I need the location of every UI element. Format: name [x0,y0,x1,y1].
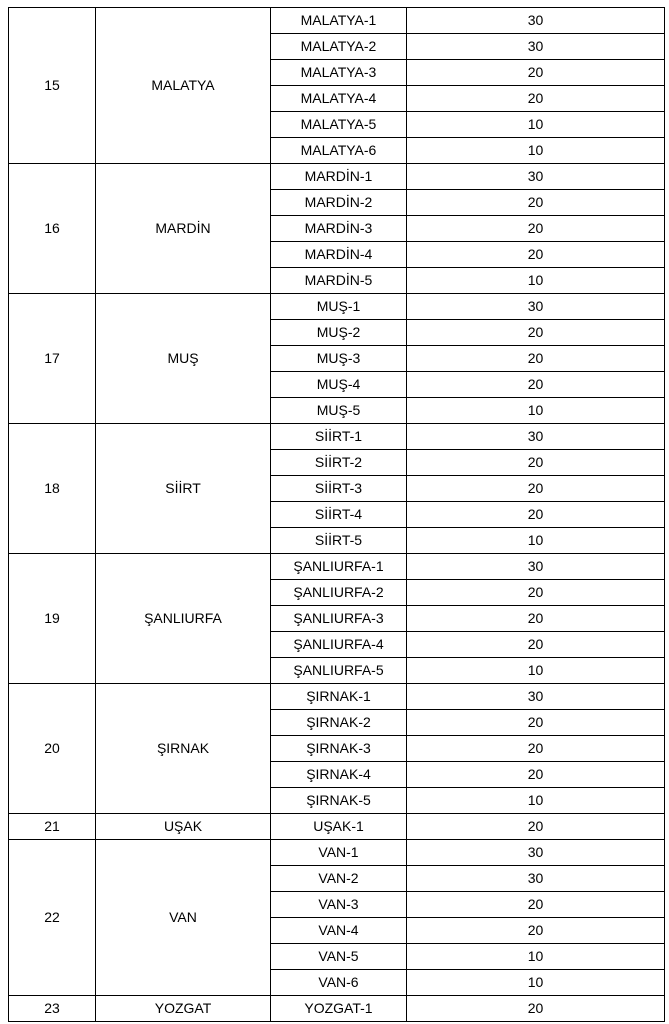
count-cell: 10 [407,788,665,814]
count-cell: 20 [407,242,665,268]
count-cell: 30 [407,8,665,34]
count-cell: 20 [407,502,665,528]
province-cell: VAN [96,840,271,996]
unit-cell: SİİRT-2 [271,450,407,476]
unit-cell: MUŞ-4 [271,372,407,398]
row-number-cell: 21 [9,814,96,840]
table-row [9,840,665,866]
table-body [9,8,665,1022]
row-number-cell: 18 [9,424,96,554]
province-cell: UŞAK [96,814,271,840]
count-cell: 20 [407,710,665,736]
unit-cell: MUŞ-1 [271,294,407,320]
province-cell: MALATYA [96,8,271,164]
count-cell: 30 [407,840,665,866]
unit-cell: VAN-1 [271,840,407,866]
unit-cell: MALATYA-5 [271,112,407,138]
unit-cell: MARDİN-3 [271,216,407,242]
count-cell: 20 [407,216,665,242]
unit-cell: MUŞ-2 [271,320,407,346]
count-cell: 20 [407,996,665,1022]
count-cell: 20 [407,580,665,606]
count-cell: 20 [407,814,665,840]
row-number-cell: 17 [9,294,96,424]
unit-cell: ŞIRNAK-1 [271,684,407,710]
count-cell: 10 [407,398,665,424]
province-cell: MARDİN [96,164,271,294]
count-cell: 20 [407,762,665,788]
table-row [9,424,665,450]
count-cell: 10 [407,112,665,138]
unit-cell: MARDİN-2 [271,190,407,216]
unit-cell: MALATYA-3 [271,60,407,86]
count-cell: 10 [407,268,665,294]
row-number-cell: 15 [9,8,96,164]
province-cell: SİİRT [96,424,271,554]
unit-cell: MARDİN-5 [271,268,407,294]
count-cell: 30 [407,866,665,892]
unit-cell: ŞANLIURFA-2 [271,580,407,606]
count-cell: 20 [407,372,665,398]
province-cell: ŞANLIURFA [96,554,271,684]
row-number-cell: 19 [9,554,96,684]
unit-cell: VAN-6 [271,970,407,996]
count-cell: 10 [407,528,665,554]
unit-cell: MALATYA-1 [271,8,407,34]
count-cell: 10 [407,944,665,970]
row-number-cell: 22 [9,840,96,996]
unit-cell: MARDİN-4 [271,242,407,268]
unit-cell: MARDİN-1 [271,164,407,190]
unit-cell: YOZGAT-1 [271,996,407,1022]
count-cell: 30 [407,294,665,320]
unit-cell: VAN-3 [271,892,407,918]
unit-cell: ŞIRNAK-3 [271,736,407,762]
count-cell: 20 [407,476,665,502]
count-cell: 10 [407,970,665,996]
unit-cell: VAN-2 [271,866,407,892]
count-cell: 20 [407,60,665,86]
unit-cell: ŞANLIURFA-3 [271,606,407,632]
table-row [9,294,665,320]
count-cell: 20 [407,190,665,216]
unit-cell: SİİRT-3 [271,476,407,502]
count-cell: 20 [407,450,665,476]
unit-cell: MALATYA-2 [271,34,407,60]
count-cell: 20 [407,918,665,944]
count-cell: 30 [407,34,665,60]
count-cell: 30 [407,554,665,580]
unit-cell: ŞANLIURFA-4 [271,632,407,658]
count-cell: 20 [407,606,665,632]
count-cell: 20 [407,320,665,346]
table-row [9,996,665,1022]
unit-cell: VAN-5 [271,944,407,970]
count-cell: 20 [407,86,665,112]
unit-cell: UŞAK-1 [271,814,407,840]
province-unit-table [8,7,665,1022]
count-cell: 30 [407,424,665,450]
count-cell: 20 [407,346,665,372]
count-cell: 20 [407,892,665,918]
unit-cell: ŞANLIURFA-5 [271,658,407,684]
count-cell: 20 [407,632,665,658]
table-row [9,554,665,580]
count-cell: 30 [407,684,665,710]
unit-cell: ŞANLIURFA-1 [271,554,407,580]
unit-cell: ŞIRNAK-4 [271,762,407,788]
table-row [9,8,665,34]
unit-cell: ŞIRNAK-5 [271,788,407,814]
unit-cell: SİİRT-1 [271,424,407,450]
row-number-cell: 16 [9,164,96,294]
unit-cell: SİİRT-5 [271,528,407,554]
count-cell: 30 [407,164,665,190]
table-row [9,164,665,190]
row-number-cell: 23 [9,996,96,1022]
unit-cell: MALATYA-6 [271,138,407,164]
unit-cell: ŞIRNAK-2 [271,710,407,736]
province-cell: YOZGAT [96,996,271,1022]
province-cell: MUŞ [96,294,271,424]
unit-cell: MALATYA-4 [271,86,407,112]
count-cell: 10 [407,138,665,164]
province-cell: ŞIRNAK [96,684,271,814]
unit-cell: VAN-4 [271,918,407,944]
unit-cell: MUŞ-3 [271,346,407,372]
count-cell: 20 [407,736,665,762]
count-cell: 10 [407,658,665,684]
table-row [9,684,665,710]
unit-cell: MUŞ-5 [271,398,407,424]
table-row [9,814,665,840]
row-number-cell: 20 [9,684,96,814]
unit-cell: SİİRT-4 [271,502,407,528]
